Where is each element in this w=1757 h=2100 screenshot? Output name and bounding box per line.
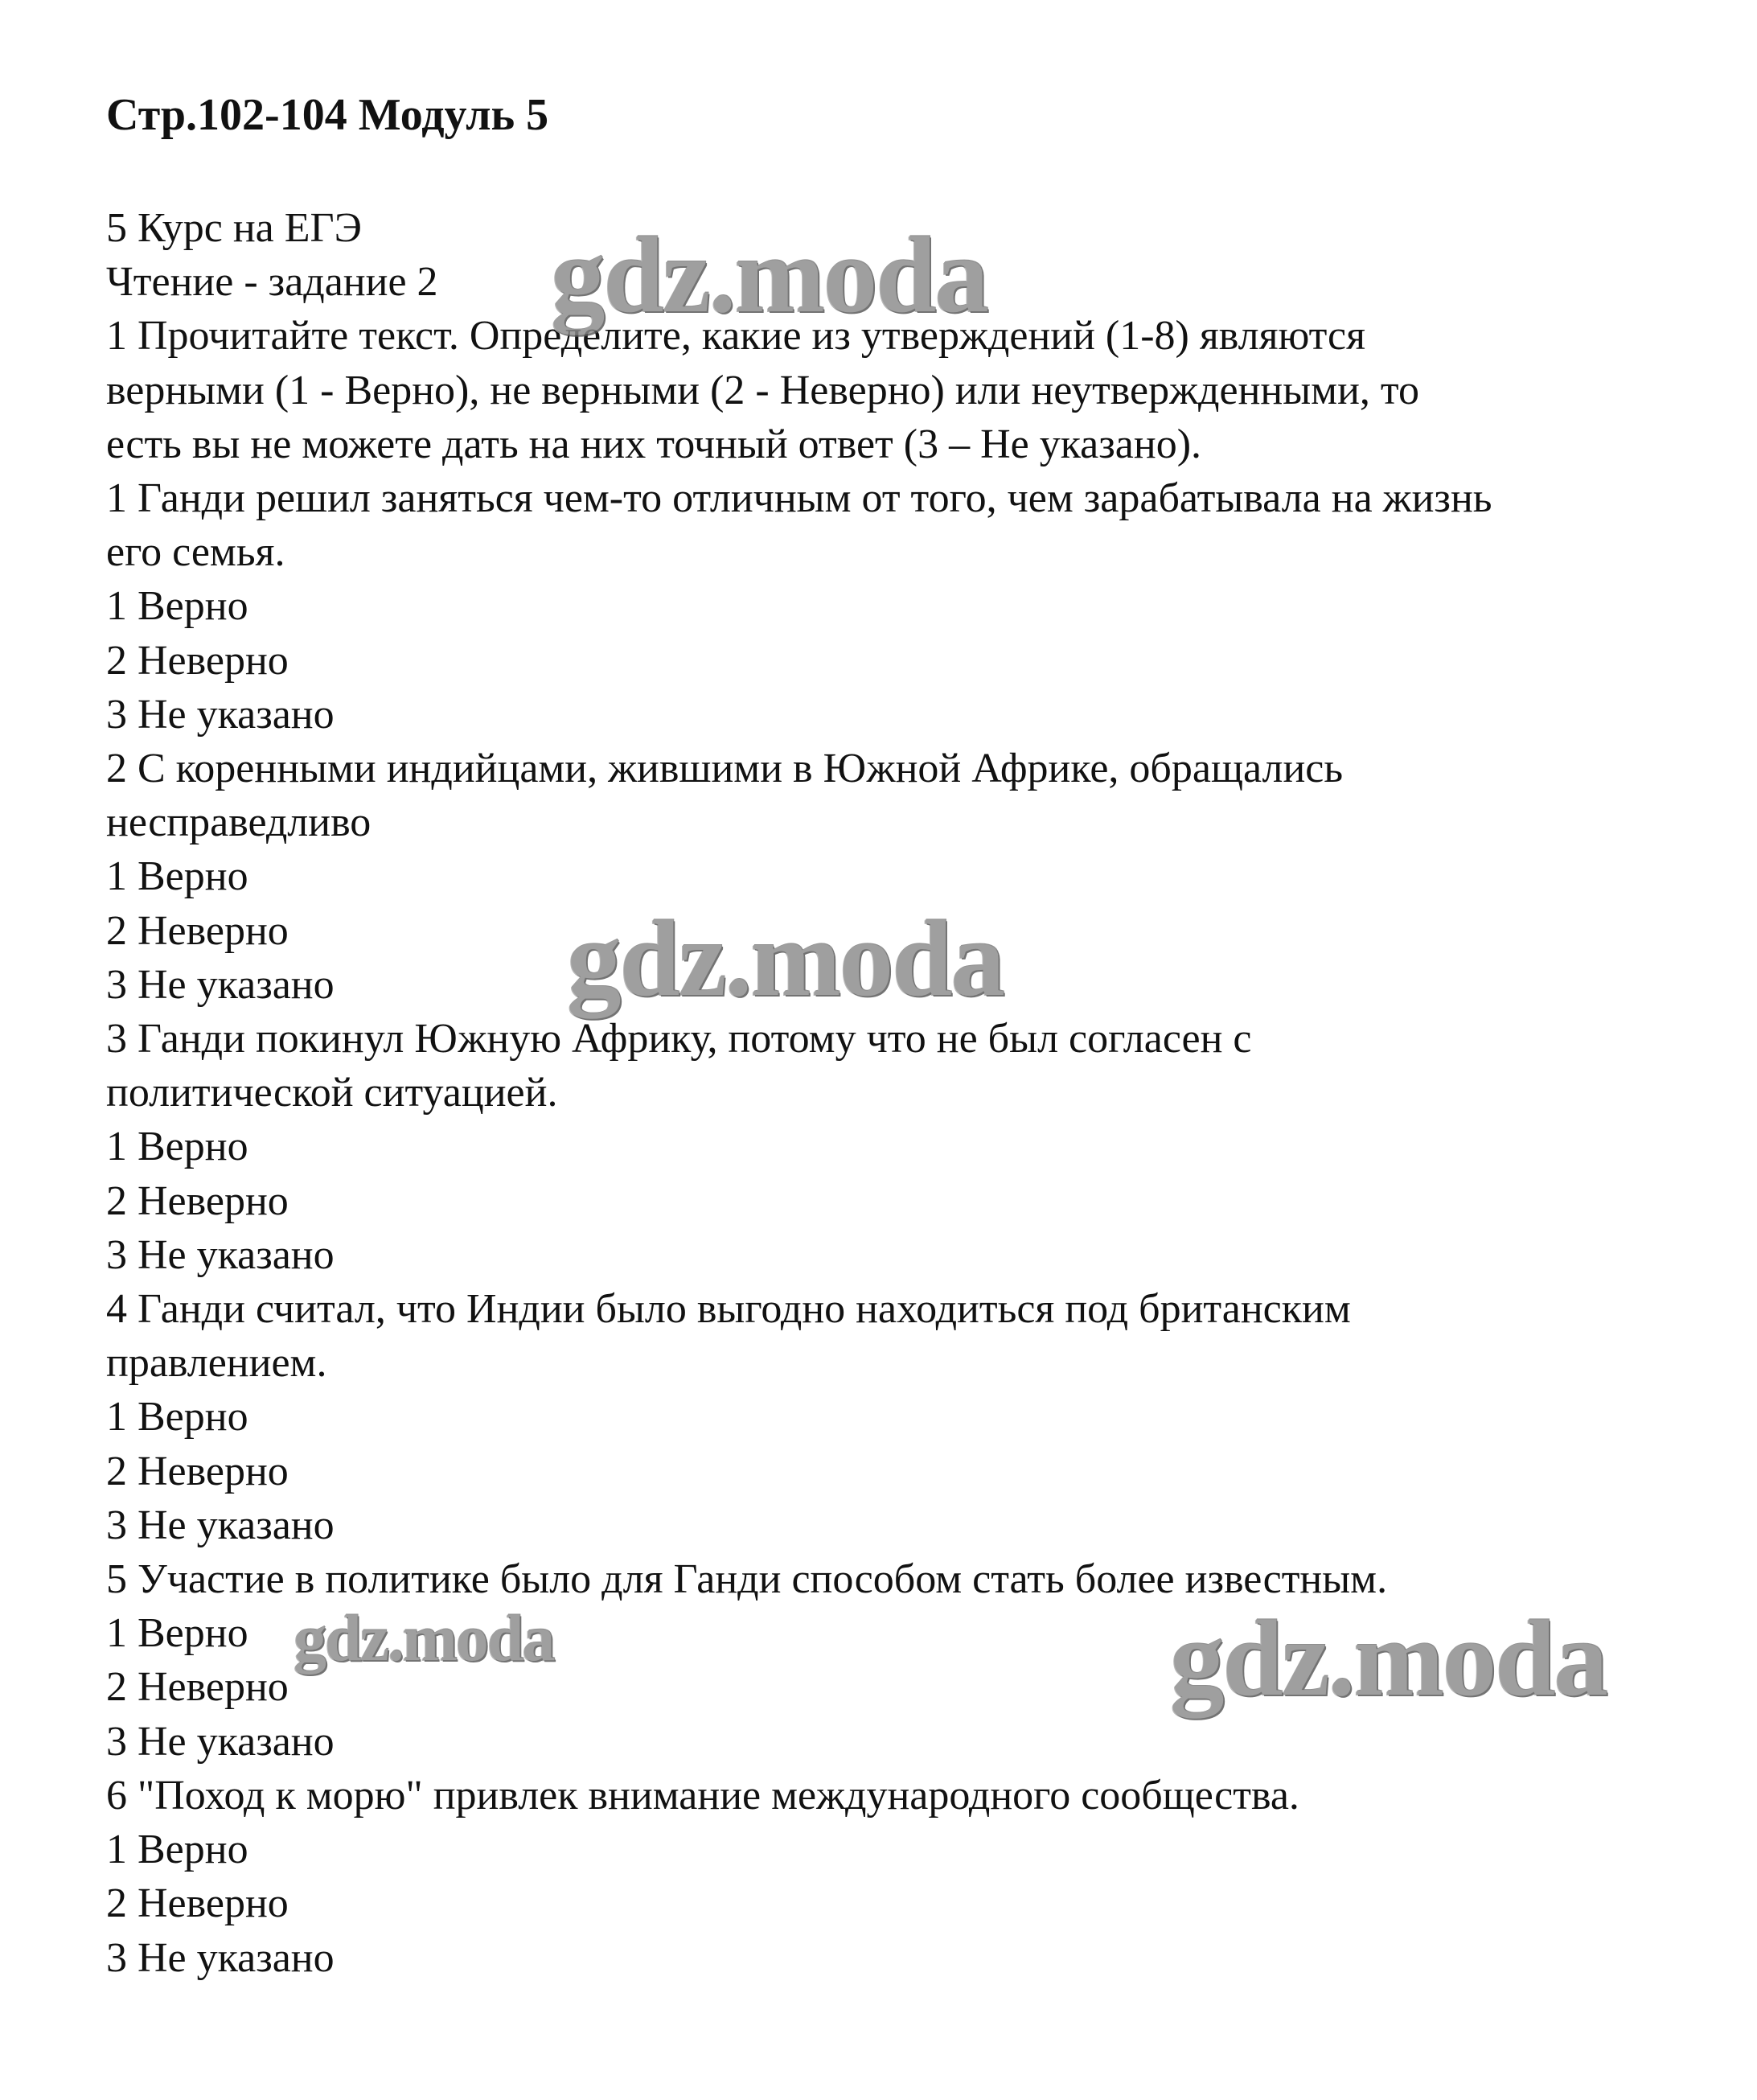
text-line: 4 Ганди считал, что Индии было выгодно находиться под британским [106, 1286, 1351, 1333]
text-line: 3 Не указано [106, 1502, 335, 1548]
text-line: 1 Верно [106, 1394, 248, 1440]
text-line: 3 Не указано [106, 961, 335, 1008]
watermark: gdz.moda [294, 1601, 554, 1675]
text-line: 1 Верно [106, 583, 248, 630]
document-body [106, 201, 1682, 1985]
text-line: 3 Не указано [106, 1231, 335, 1278]
text-line: 6 "Поход к морю" привлек внимание международного сообщества. [106, 1772, 1299, 1818]
text-line: 2 Неверно [106, 907, 289, 954]
text-line: 1 Верно [106, 1124, 248, 1170]
text-line: его семья. [106, 529, 285, 576]
text-line: 1 Прочитайте текст. Определите, какие из утверждений (1-8) являются [106, 313, 1366, 360]
text-line: 2 Неверно [106, 1177, 289, 1224]
text-line: 3 Не указано [106, 1718, 335, 1765]
watermark: gdz.moda [567, 899, 1004, 1019]
text-line: 5 Участие в политике было для Ганди способом стать более известным. [106, 1556, 1388, 1603]
text-line: политической ситуацией. [106, 1070, 558, 1116]
text-line: есть вы не можете дать на них точный ответ (3 – Не указано). [106, 421, 1202, 467]
text-line: 3 Не указано [106, 691, 335, 738]
watermark: gdz.moda [1170, 1599, 1607, 1719]
page-title: Стр.102-104 Модуль 5 [106, 90, 549, 140]
text-line: 1 Верно [106, 853, 248, 900]
text-line: несправедливо [106, 799, 372, 846]
text-line: 3 Не указано [106, 1934, 335, 1981]
text-line: правлением. [106, 1340, 327, 1387]
text-line: 2 С коренными индийцами, жившими в Южной Африке, обращались [106, 746, 1344, 792]
text-line: 2 Неверно [106, 1664, 289, 1711]
text-line: верными (1 - Верно), не верными (2 - Неверно) или неутвержденными, то [106, 367, 1419, 413]
text-line: 2 Неверно [106, 637, 289, 684]
watermark: gdz.moda [551, 216, 987, 335]
text-line: 1 Верно [106, 1610, 248, 1657]
text-line: Чтение - задание 2 [106, 259, 438, 306]
text-line: 1 Верно [106, 1827, 248, 1873]
text-line: 2 Неверно [106, 1448, 289, 1494]
text-line: 5 Курс на ЕГЭ [106, 205, 362, 251]
text-line: 3 Ганди покинул Южную Африку, потому что не был согласен с [106, 1016, 1252, 1062]
text-line: 2 Неверно [106, 1880, 289, 1927]
text-line: 1 Ганди решил заняться чем-то отличным от того, чем зарабатывала на жизнь [106, 475, 1492, 522]
